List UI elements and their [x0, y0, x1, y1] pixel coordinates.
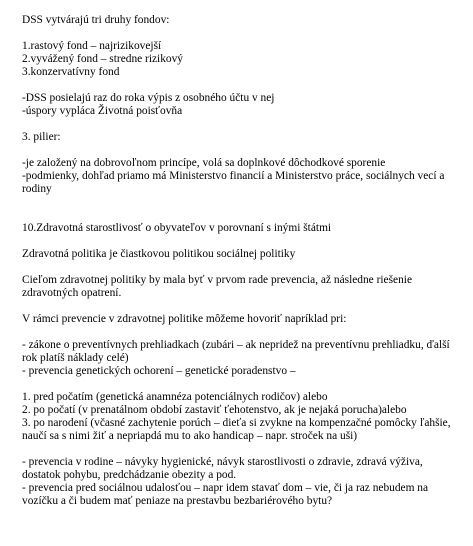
- paragraph: [22, 92, 461, 118]
- list-item: 3.konzervatívny fond: [22, 66, 120, 78]
- text-line: 3. pilier:: [22, 131, 61, 143]
- paragraph: [22, 248, 461, 261]
- list-item: 1.rastový fond – najrizikovejší: [22, 40, 162, 52]
- text-line: -podmienky, dohľad priamo má Ministerstvo financií a Ministerstvo práce, sociálnych vecí a rodiny: [22, 170, 445, 195]
- list-item: 3. po narodení (včasné zachytenie porúch – dieťa si zvykne na kompenzačné pomôcky ľahšie, naučí sa s nimi žiť a nepriapdá mu to ako handicap – napr. stroček na uši): [22, 417, 451, 442]
- text-line: -DSS posielajú raz do roka výpis z osobného účtu v nej: [22, 92, 275, 104]
- text-line: Cieľom zdravotnej politiky by mala byť v prvom rade prevencia, až následne riešenie zdravotných opatrení.: [22, 274, 412, 299]
- text-line: Zdravotná politika je čiastkovou politikou sociálnej politiky: [22, 248, 296, 260]
- text-line: - prevencia pred sociálnou udalosťou – napr idem stavať dom – vie, či ja raz nebudem na vozíčku a či budem mať peniaze na prestavbu bezbariérového bytu?: [22, 482, 429, 507]
- section-heading: [22, 222, 461, 235]
- paragraph: [22, 456, 461, 508]
- text-line: V rámci prevencie v zdravotnej politike môžeme hovoriť napríklad pri:: [22, 313, 347, 325]
- list-item: 2. po počatí (v prenatálnom období zastaviť ťehotenstvo, ak je nejaká porucha)alebo: [22, 404, 407, 416]
- text-line: - prevencia v rodine – návyky hygienické, návyk starostlivosti o zdravie, zdravá výživa, dostatok pohybu, predchádzanie obezity a pod.: [22, 456, 423, 481]
- paragraph: [22, 131, 461, 144]
- paragraph: [22, 313, 461, 326]
- paragraph: [22, 157, 461, 196]
- numbered-list: [22, 391, 461, 443]
- paragraph: [22, 339, 461, 378]
- text-line: DSS vytvárajú tri druhy fondov:: [22, 14, 170, 26]
- list-item: 1. pred počatím (genetická anamnéza potenciálnych rodičov) alebo: [22, 391, 328, 403]
- fund-list: [22, 40, 461, 79]
- text-line: 10.Zdravotná starostlivosť o obyvateľov v porovnaní s inými štátmi: [22, 222, 332, 234]
- text-line: -je založený na dobrovoľnom princípe, volá sa doplnkové dôchodkové sporenie: [22, 157, 386, 169]
- text-line: -úspory vypláca Životná poisťovňa: [22, 105, 183, 117]
- list-item: 2.vyvážený fond – stredne rizikový: [22, 53, 184, 65]
- text-line: - prevencia genetických ochorení – genetické poradenstvo –: [22, 365, 296, 377]
- paragraph: [22, 274, 461, 300]
- paragraph: [22, 14, 461, 27]
- text-line: - zákone o preventívnych prehliadkach (zubári – ak nepridež na preventívnu prehliadku, ďalší rok platíš náklady celé): [22, 339, 450, 364]
